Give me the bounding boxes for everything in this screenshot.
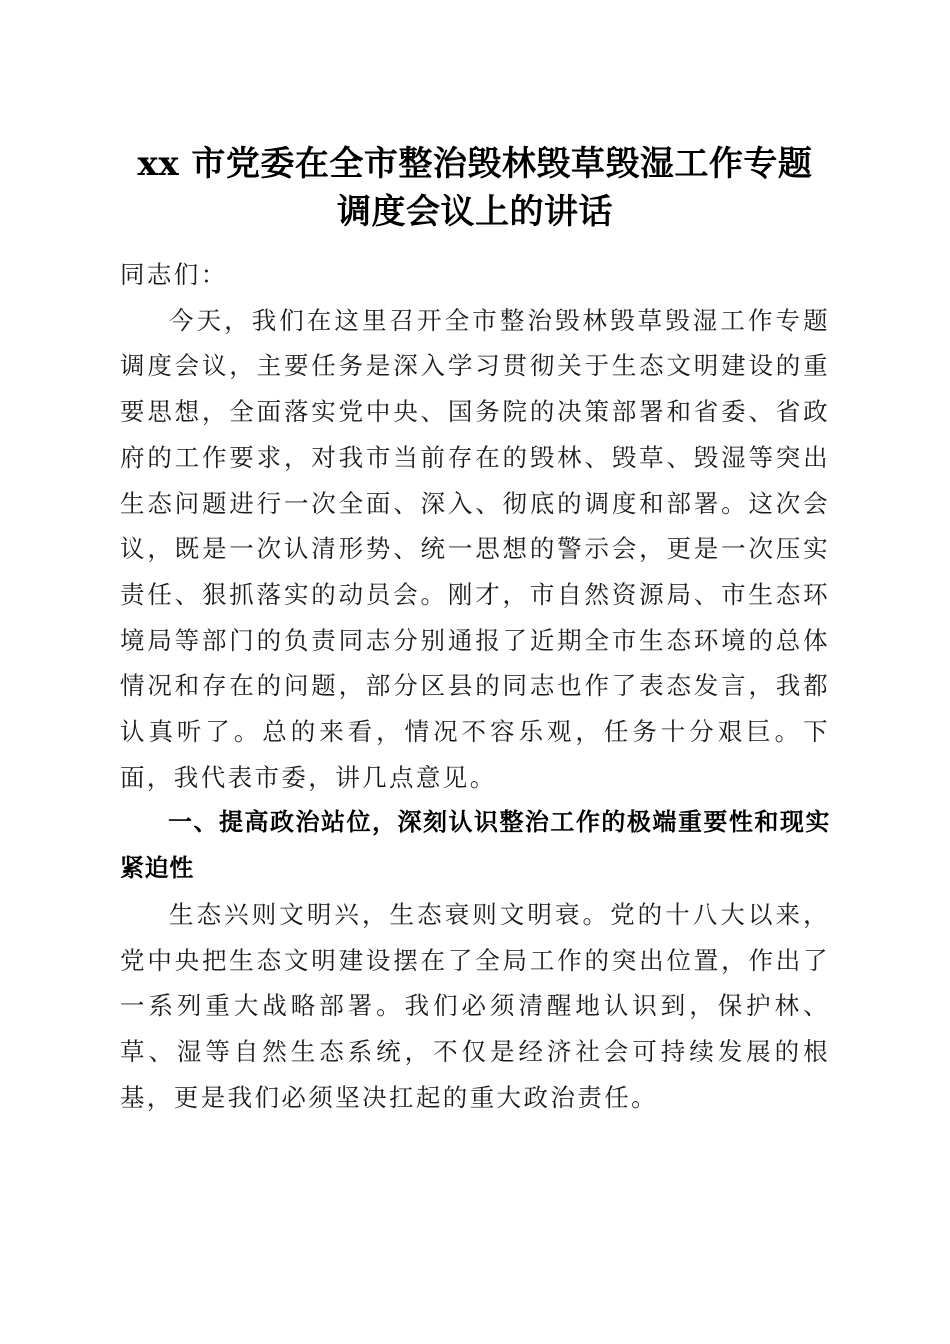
document-body — [120, 252, 830, 1120]
title-line-1: xx 市党委在全市整治毁林毁草毁湿工作专题 — [137, 144, 813, 184]
section-heading-1: 一、提高政治站位，深刻认识整治工作的极端重要性和现实紧迫性 — [120, 808, 830, 883]
paragraph-intro: 今天，我们在这里召开全市整治毁林毁草毁湿工作专题调度会议，主要任务是深入学习贯彻关于生态文明建设的重要思想，全面落实党中央、国务院的决策部署和省委、省政府的工作要求，对我市当前存在的毁林、毁草、毁湿等突出生态问题进行一次全面、深入、彻底的调度和部署。这次会议，既是一次认清形势、统一思想的警示会，更是一次压实责任、狠抓落实的动员会。刚才，市自然资源局、市生态环境局等部门的负责同志分别通报了近期全市生态环境的总体情况和存在的问题，部分区县的同志也作了表态发言，我都认真听了。总的来看，情况不容乐观，任务十分艰巨。下面，我代表市委，讲几点意见。 — [120, 305, 830, 792]
title-line-2: 调度会议上的讲话 — [337, 192, 613, 232]
document-title — [100, 140, 850, 236]
paragraph-section-1: 生态兴则文明兴，生态衰则文明衰。党的十八大以来，党中央把生态文明建设摆在了全局工作的突出位置，作出了一系列重大战略部署。我们必须清醒地认识到，保护林、草、湿等自然生态系统，不仅是经济社会可持续发展的根基，更是我们必须坚决扛起的重大政治责任。 — [120, 899, 830, 1112]
salutation: 同志们： — [120, 260, 228, 289]
